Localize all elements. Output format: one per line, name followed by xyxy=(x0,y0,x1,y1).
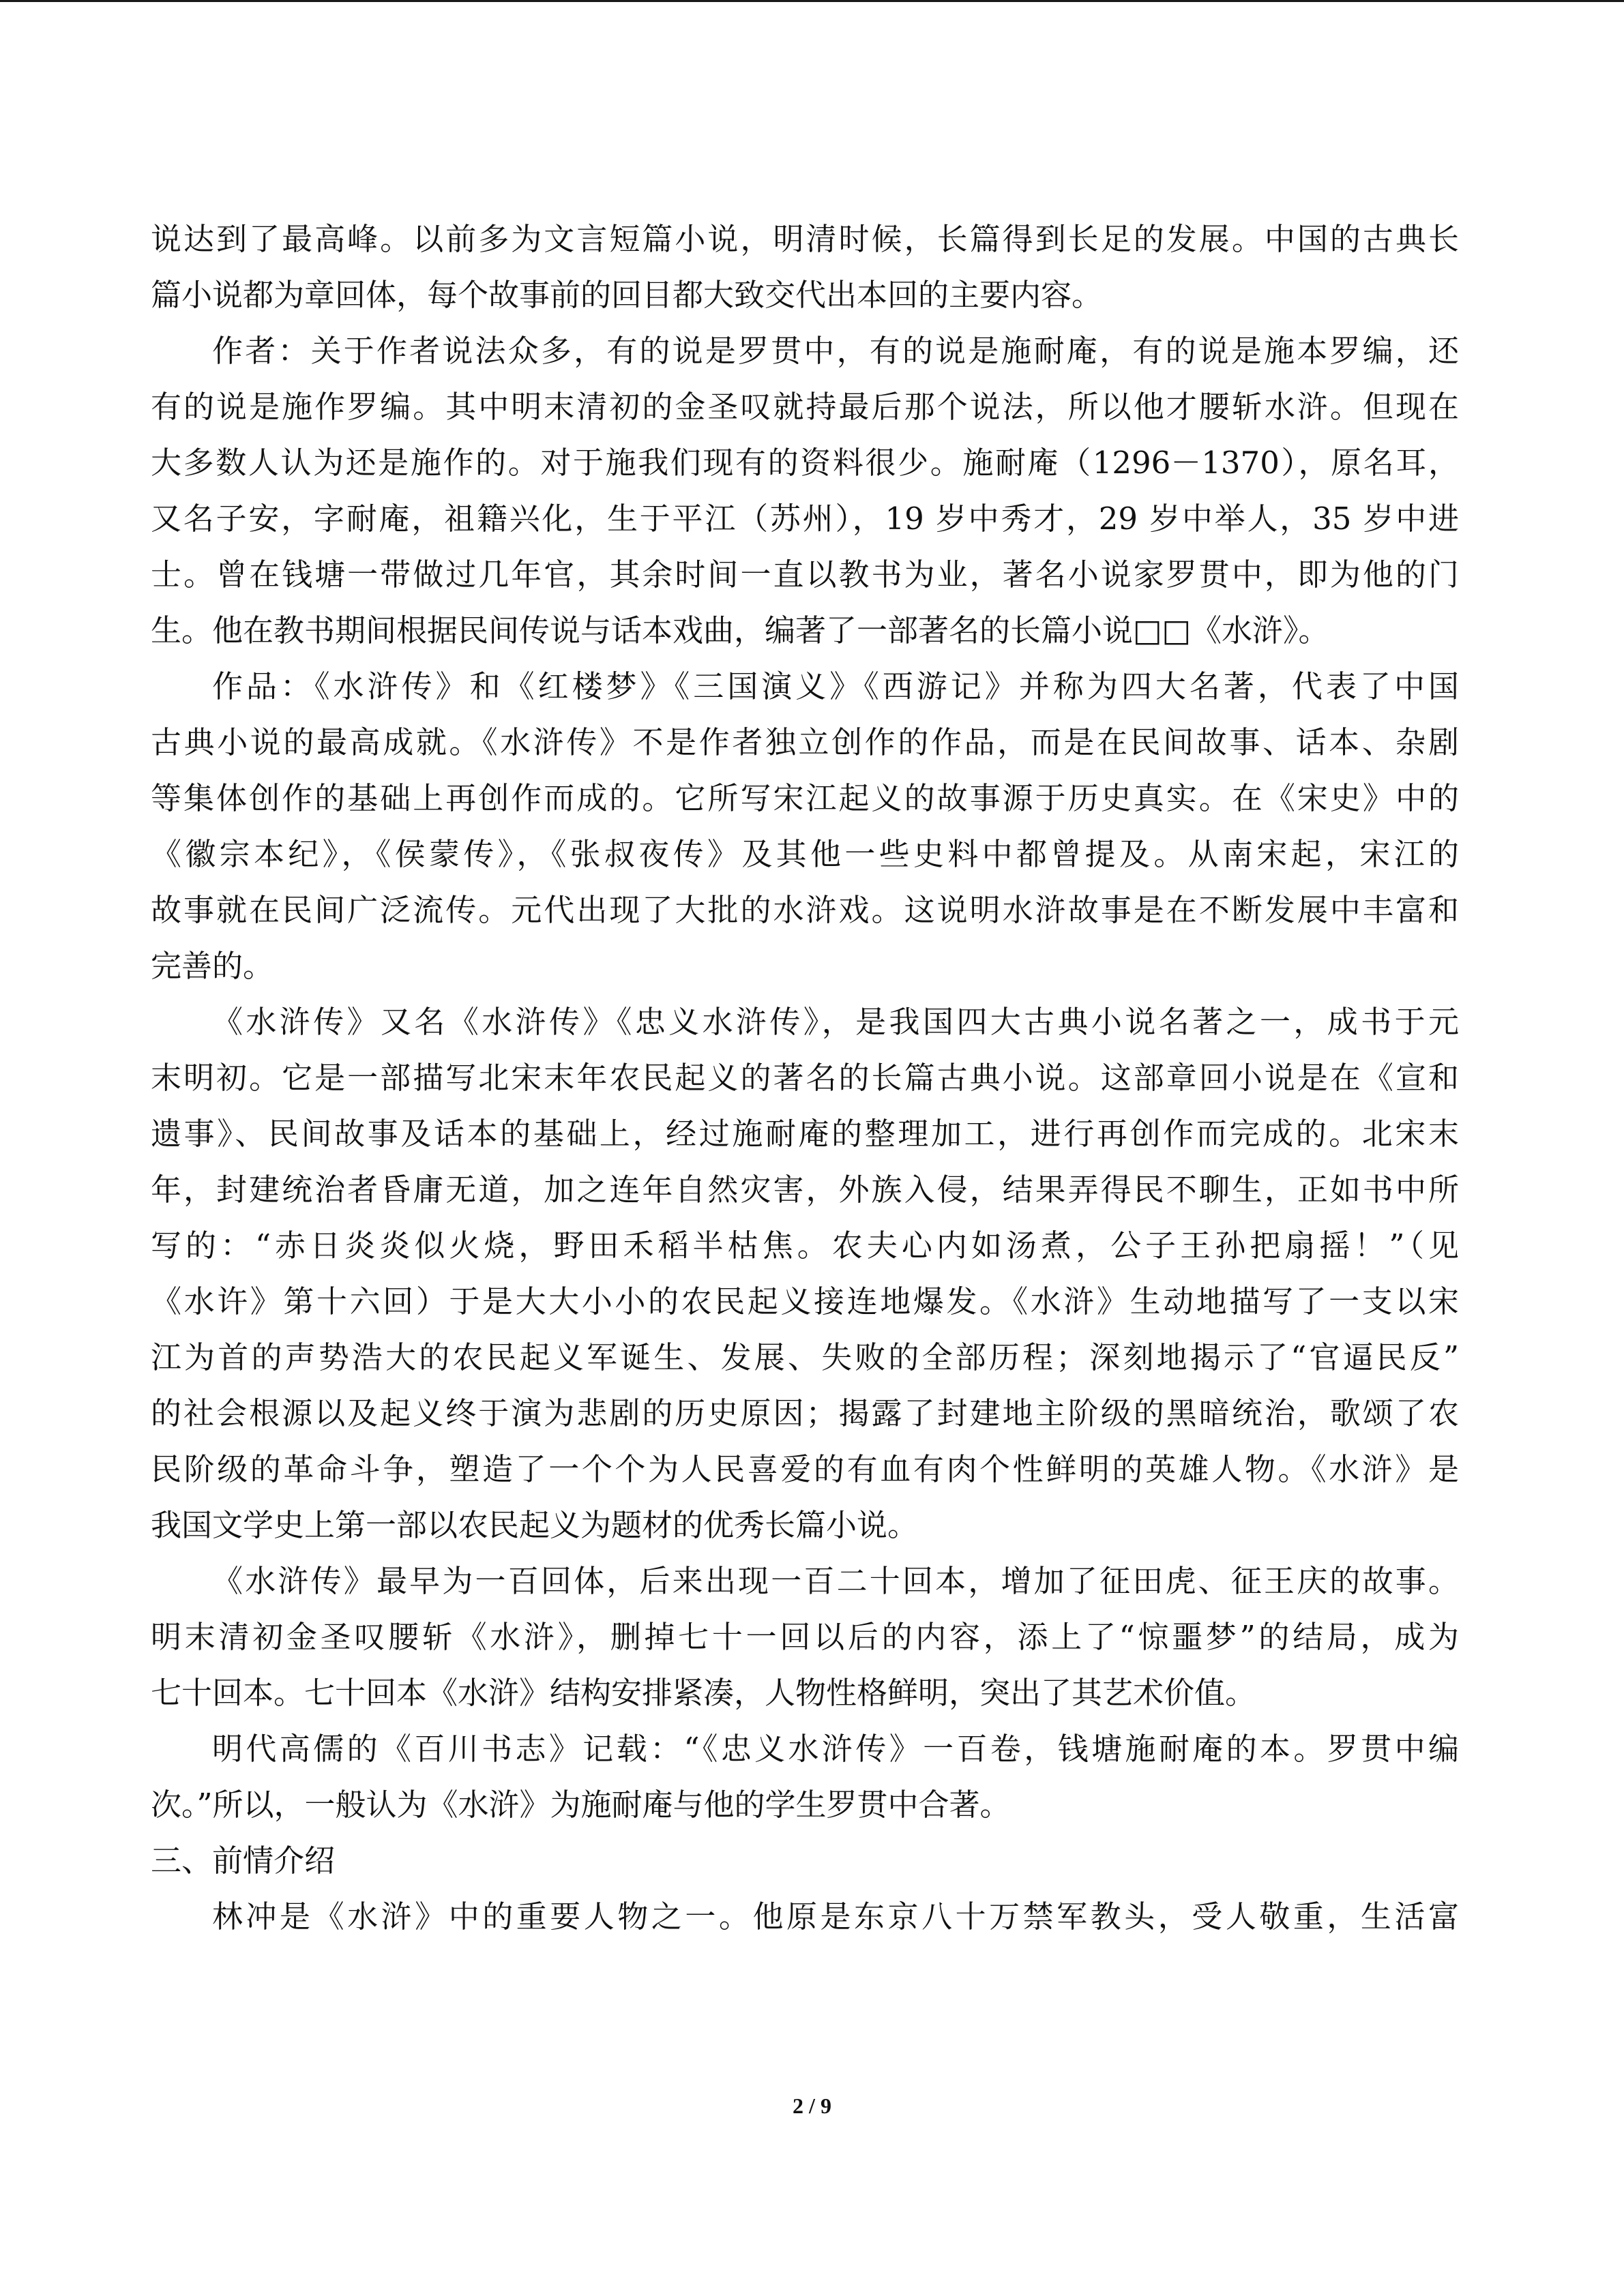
text-line: 《水浒传》最早为一百回体，后来出现一百二十回本，增加了征田虎、征王庆的故事。 xyxy=(212,1563,1459,1599)
text-line: 的社会根源以及起义终于演为悲剧的历史原因；揭露了封建地主阶级的黑暗统治，歌颂了农 xyxy=(151,1395,1459,1431)
text-line: 故事就在民间广泛流传。元代出现了大批的水浒戏。这说明水浒故事是在不断发展中丰富和 xyxy=(151,892,1459,928)
text-line: 末明初。它是一部描写北宋末年农民起义的著名的长篇古典小说。这部章回小说是在《宣和 xyxy=(151,1060,1459,1096)
text-line: 《水浒传》又名《水浒传》《忠义水浒传》，是我国四大古典小说名著之一，成书于元 xyxy=(212,1004,1459,1040)
text-line: 明末清初金圣叹腰斩《水浒》，删掉七十一回以后的内容，添上了“惊噩梦”的结局，成为 xyxy=(151,1619,1459,1655)
text-line: 作者：关于作者说法众多，有的说是罗贯中，有的说是施耐庵，有的说是施本罗编，还 xyxy=(212,333,1459,369)
text-line: 次。”所以，一般认为《水浒》为施耐庵与他的学生罗贯中合著。 xyxy=(151,1787,1011,1823)
text-line: 士。曾在钱塘一带做过几年官，其余时间一直以教书为业，著名小说家罗贯中，即为他的门 xyxy=(151,556,1459,593)
text-line: 生。他在教书期间根据民间传说与话本戏曲，编著了一部著名的长篇小说□□《水浒》。 xyxy=(151,612,1329,648)
text-line: 江为首的声势浩大的农民起义军诞生、发展、失败的全部历程；深刻地揭示了“官逼民反” xyxy=(151,1339,1459,1375)
text-line: 篇小说都为章回体，每个故事前的回目都大致交代出本回的主要内容。 xyxy=(151,277,1103,313)
text-line: 有的说是施作罗编。其中明末清初的金圣叹就持最后那个说法，所以他才腰斩水浒。但现在 xyxy=(151,389,1459,425)
text-line: 作品：《水浒传》和《红楼梦》《三国演义》《西游记》并称为四大名著，代表了中国 xyxy=(212,668,1459,704)
text-line: 遗事》、民间故事及话本的基础上，经过施耐庵的整理加工，进行再创作而完成的。北宋末 xyxy=(151,1116,1459,1152)
page-number: 2 / 9 xyxy=(793,2093,831,2118)
text-line: 七十回本。七十回本《水浒》结构安排紧凑，人物性格鲜明，突出了其艺术价值。 xyxy=(151,1675,1256,1711)
text-line: 古典小说的最高成就。《水浒传》不是作者独立创作的作品，而是在民间故事、话本、杂剧 xyxy=(151,724,1459,760)
text-line: 林冲是《水浒》中的重要人物之一。他原是东京八十万禁军教头，受人敬重，生活富 xyxy=(212,1898,1459,1935)
section-heading: 三、前情介绍 xyxy=(151,1843,336,1879)
text-line: 等集体创作的基础上再创作而成的。它所写宋江起义的故事源于历史真实。在《宋史》中的 xyxy=(151,780,1459,816)
body-text xyxy=(151,211,1459,1945)
text-line: 又名子安，字耐庵，祖籍兴化，生于平江（苏州），19 岁中秀才，29 岁中举人，35 岁中进 xyxy=(151,501,1459,537)
text-line: 完善的。 xyxy=(151,948,274,984)
text-line: 说达到了最高峰。以前多为文言短篇小说，明清时候，长篇得到长足的发展。中国的古典长 xyxy=(151,221,1459,257)
text-line: 我国文学史上第一部以农民起义为题材的优秀长篇小说。 xyxy=(151,1507,919,1543)
text-line: 写的：“赤日炎炎似火烧，野田禾稻半枯焦。农夫心内如汤煮，公子王孙把扇摇！”（见 xyxy=(151,1227,1459,1264)
top-border-line xyxy=(0,0,1624,2)
text-line: 年，封建统治者昏庸无道，加之连年自然灾害，外族入侵，结果弄得民不聊生，正如书中所 xyxy=(151,1172,1459,1208)
text-line: 明代高儒的《百川书志》记载：“《忠义水浒传》一百卷，钱塘施耐庵的本。罗贯中编 xyxy=(212,1731,1459,1767)
text-line: 大多数人认为还是施作的。对于施我们现有的资料很少。施耐庵（1296－1370），原名耳， xyxy=(151,445,1459,481)
text-line: 《徽宗本纪》，《侯蒙传》，《张叔夜传》及其他一些史料中都曾提及。从南宋起，宋江的 xyxy=(151,836,1459,872)
text-line: 《水许》第十六回）于是大大小小的农民起义接连地爆发。《水浒》生动地描写了一支以宋 xyxy=(151,1283,1459,1320)
text-line: 民阶级的革命斗争，塑造了一个个为人民喜爱的有血有肉个性鲜明的英雄人物。《水浒》是 xyxy=(151,1451,1459,1487)
